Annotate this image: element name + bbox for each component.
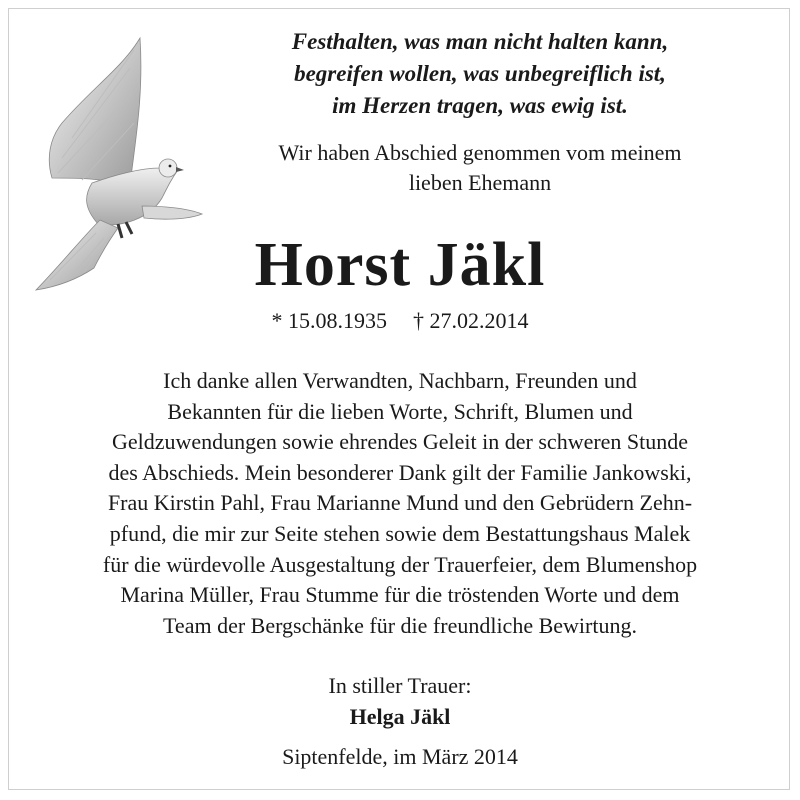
- quote-line: Festhalten, was man nicht halten kann,: [291, 29, 669, 54]
- thanks-line: des Abschieds. Mein besonderer Dank gilt der Familie Jankowski,: [108, 459, 692, 485]
- thanks-line: Marina Müller, Frau Stumme für die tröstenden Worte und dem: [120, 582, 680, 608]
- mourner-signature: Helga Jäkl: [349, 704, 451, 729]
- life-dates: [0, 306, 800, 336]
- thanks-text: [30, 366, 770, 641]
- quote-line: begreifen wollen, was unbegreiflich ist,: [294, 61, 666, 86]
- thanks-line: Team der Bergschänke für die freundliche Bewirtung.: [163, 612, 637, 638]
- intro-line: lieben Ehemann: [408, 170, 552, 195]
- thanks-line: Frau Kirstin Pahl, Frau Marianne Mund und den Gebrüdern Zehn-: [107, 490, 693, 516]
- thanks-line: pfund, die mir zur Seite stehen sowie dem Bestattungshaus Malek: [109, 520, 691, 546]
- thanks-line: für die würdevolle Ausgestaltung der Trauerfeier, dem Blumenshop: [102, 551, 698, 577]
- deceased-name: Horst Jäkl: [254, 231, 546, 299]
- closing-phrase: In stiller Trauer:: [328, 673, 472, 698]
- place-date: Siptenfelde, im März 2014: [282, 744, 518, 769]
- thanks-line: Geldzuwendungen sowie ehrendes Geleit in der schweren Stunde: [111, 429, 689, 455]
- death-date: † 27.02.2014: [413, 308, 529, 333]
- intro-text: [200, 138, 760, 198]
- intro-line: Wir haben Abschied genommen vom meinem: [278, 140, 682, 165]
- thanks-line: Bekannten für die lieben Worte, Schrift, Blumen und: [167, 398, 633, 424]
- birth-date: * 15.08.1935: [271, 308, 387, 333]
- quote-line: im Herzen tragen, was ewig ist.: [332, 93, 628, 118]
- memorial-quote: [200, 26, 760, 122]
- thanks-line: Ich danke allen Verwandten, Nachbarn, Freunden und: [163, 368, 637, 393]
